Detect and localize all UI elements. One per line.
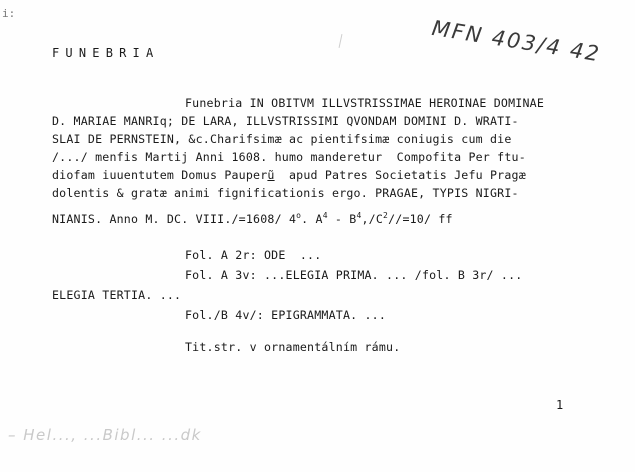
sup-4a: 4: [322, 211, 328, 220]
entry-line-7-c: - B: [327, 212, 357, 226]
pencil-speck: [339, 34, 343, 48]
entry-line-5-b: ũ: [267, 168, 275, 182]
entry-line-7-e: //=10/ ff: [388, 212, 453, 226]
entry-line-5: [52, 168, 526, 182]
entry-line-7-a: NIANIS. Anno M. DC. VIII./=1608/ 4: [52, 212, 297, 226]
sup-2: 2: [383, 211, 389, 220]
entry-line-7-d: ,/C: [361, 212, 384, 226]
side-mark: i:: [2, 7, 16, 20]
note-epigrammata: Fol./B 4v/: EPIGRAMMATA. ...: [185, 308, 387, 322]
page-number: 1: [556, 398, 564, 412]
note-elegia-prima: Fol. A 3v: ...ELEGIA PRIMA. ... /fol. B 3r/ ...: [185, 268, 523, 282]
entry-line-3: SLAI DE PERNSTEIN, &c.Charifsimæ ac pientifsimæ coniugis cum die: [52, 132, 512, 146]
note-elegia-tertia: ELEGIA TERTIA. ...: [52, 288, 182, 302]
handwritten-shelfmark: MFN 403/4 42: [430, 16, 603, 67]
sup-o: o: [296, 211, 302, 220]
entry-line-6: dolentis & gratæ animi fignificationis ergo. PRAGAE, TYPIS NIGRI-: [52, 186, 519, 200]
faint-handwriting: – Hel..., ...Bibl... ...dk: [8, 426, 202, 444]
entry-line-7: [52, 212, 453, 226]
card-heading: FUNEBRIA: [52, 46, 160, 60]
entry-line-4: /.../ menfis Martij Anni 1608. humo manderetur Compofita Per ftu-: [52, 150, 526, 164]
note-ode: Fol. A 2r: ODE ...: [185, 248, 322, 262]
entry-line-2: D. MARIAE MANRIq; DE LARA, ILLVSTRISSIMI QVONDAM DOMINI D. WRATI-: [52, 114, 519, 128]
sup-4b: 4: [356, 211, 362, 220]
note-title-page: Tit.str. v ornamentálním rámu.: [185, 340, 401, 354]
entry-line-5-a: diofam iuuentutem Domus Pauper: [52, 168, 268, 182]
entry-line-1: Funebria IN OBITVM ILLVSTRISSIMAE HEROINAE DOMINAE: [185, 96, 545, 110]
entry-line-7-b: . A: [301, 212, 323, 226]
entry-line-5-c: apud Patres Societatis Jefu Pragæ: [274, 168, 526, 182]
